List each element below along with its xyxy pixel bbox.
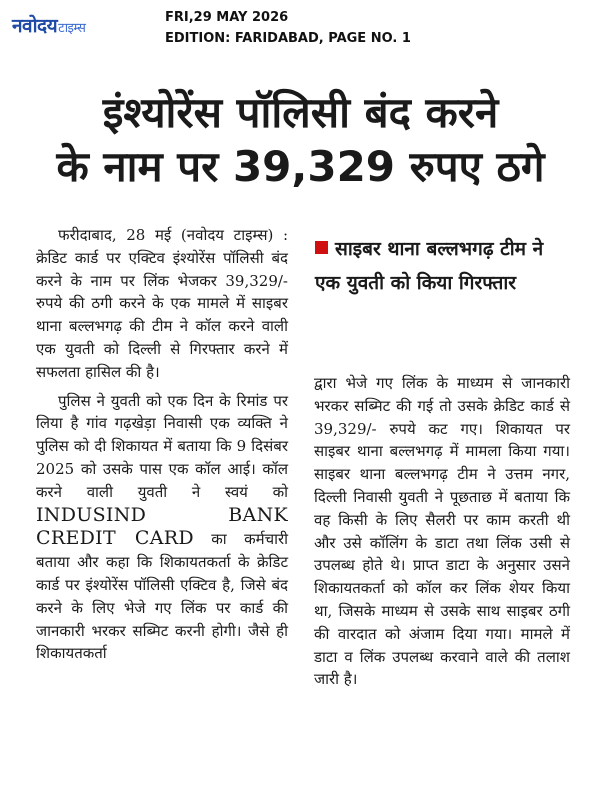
newspaper-logo [12,12,85,38]
square-bullet-icon [315,241,328,254]
article-column-left [36,224,288,665]
logo-main: नवोदय [12,15,58,37]
masthead [0,0,601,58]
paragraph-3: द्वारा भेजे गए लिंक के माध्यम से जानकारी भरकर सब्मिट की गई तो उसके क्रेडिट कार्ड से 39,329/- रुपये कट गए। शिकायत पर साइबर थाना बल्लभगढ़ में मामला किया गया।साइबर थाना बल्लभगढ़ टीम ने उत्तम नगर, दिल्ली निवासी युवती ने पूछताछ में बताया कि वह किसी के लिए सैलरी पर काम करती थी और उसे कॉलिंग के डाटा तथा लिंक उसी से उपलब्ध होते थे। प्राप्त डाटा के अनुसार उसने शिकायतकर्ता को कॉल कर लिंक शेयर किया था, जिसके माध्यम से उसके साथ साइबर ठगी की वारदात को अंजाम दिया गया। मामले में डाटा व लिंक उपलब्ध करवाने वाले की तलाश जारी है। [314,374,570,689]
subheadline [315,232,567,300]
article-headline [0,86,601,194]
subheadline-text: साइबर थाना बल्लभगढ़ टीम ने एक युवती को किया गिरफ्तार [315,238,544,294]
logo-sub: टाइम्स [58,21,86,36]
bank-name: INDUSIND BANK CREDIT CARD [36,503,288,550]
article-column-right [314,372,570,691]
paragraph-2 [36,390,288,666]
publication-date: FRI,29 MAY 2026 [165,10,289,25]
paragraph-1: फरीदाबाद, 28 मई (नवोदय टाइम्स) : क्रेडिट कार्ड पर एक्टिव इंश्योरेंस पॉलिसी बंद करने के नाम पर लिंक भेजकर 39,329/- रुपये की ठगी करने के एक मामले में साइबर थाना बल्लभगढ़ की टीम ने कॉल करने वाली एक युवती को दिल्ली से गिरफ्तार करने में सफलता हासिल की है। [36,226,288,381]
headline-line-1: इंश्योरेंस पॉलिसी बंद करने [102,88,499,137]
paragraph-2-text-a: पुलिस ने युवती को एक दिन के रिमांड पर लिया है गांव गढ़खेड़ा निवासी एक व्यक्ति ने पुलिस को दी शिकायत में बताया कि 9 दिसंबर 2025 को उसके पास एक कॉल आई। कॉल करने वाली युवती ने स्वयं को [36,391,288,501]
headline-line-2: के नाम पर 39,329 रुपए ठगे [56,142,545,191]
edition-page: EDITION: FARIDABAD, PAGE NO. 1 [165,31,411,46]
paragraph-2-text-b: का कर्मचारी बताया और कहा कि शिकायतकर्ता के क्रेडिट कार्ड पर इंश्योरेंस पॉलिसी एक्टिव है, जिसे बंद करने के लिए भेजे गए लिंक पर कार्ड की जानकारी भरकर सब्मिट करनी होगी। जैसे ही शिकायतकर्ता [36,530,288,663]
edition-info [165,7,411,49]
